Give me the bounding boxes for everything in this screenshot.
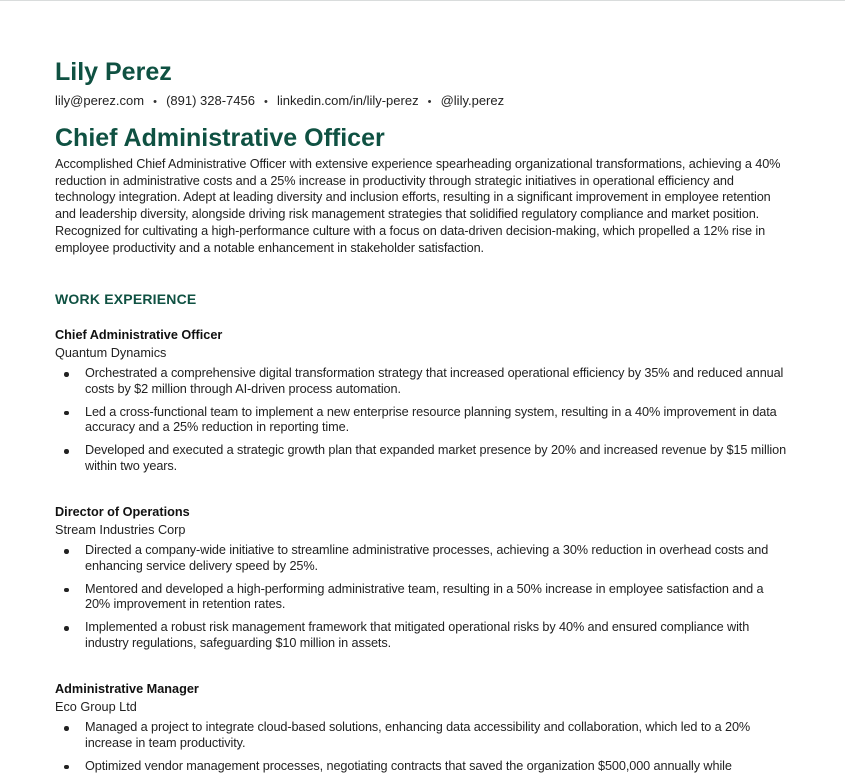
list-item	[55, 759, 790, 775]
separator-dot: •	[264, 96, 268, 108]
achievement-text: Directed a company-wide initiative to streamline administrative processes, achieving a 30% reduction in overhead costs and enhancing service delivery speed by 25%.	[85, 543, 769, 573]
list-item	[55, 620, 790, 651]
achievement-text: Mentored and developed a high-performing administrative team, resulting in a 50% increase in employee satisfaction and a 20% improvement in retention rates.	[85, 581, 764, 612]
separator-dot: •	[153, 96, 157, 108]
bullet-icon	[64, 411, 69, 416]
bullet-icon	[64, 765, 69, 770]
bullet-icon	[64, 449, 69, 454]
list-item	[55, 366, 790, 397]
contact-line	[55, 92, 790, 111]
top-divider	[0, 0, 845, 1]
company-name: Eco Group Ltd	[55, 700, 137, 715]
list-item	[55, 543, 790, 574]
list-item	[55, 720, 790, 751]
achievement-text: Orchestrated a comprehensive digital transformation strategy that increased operational efficiency by 35% and reduced annual costs by $2 million through AI-driven process automation.	[85, 366, 784, 396]
company-name: Quantum Dynamics	[55, 346, 167, 361]
achievement-text: Implemented a robust risk management framework that mitigated operational risks by 40% and ensured compliance with industry regulations, safeguarding $10 million in assets.	[85, 620, 750, 650]
separator-dot: •	[427, 96, 432, 108]
achievement-list	[55, 366, 790, 474]
social-handle[interactable]: @lily.perez	[440, 93, 505, 108]
job-entry	[55, 681, 790, 774]
bullet-icon	[64, 549, 69, 554]
job-title: Director of Operations	[55, 505, 190, 520]
achievement-list	[55, 720, 790, 774]
bullet-icon	[64, 372, 69, 377]
achievement-text: Led a cross-functional team to implement a new enterprise resource planning system, resulting in a 40% improvement in data accuracy and a 25% reduction in reporting time.	[85, 404, 777, 435]
job-entry	[55, 504, 790, 651]
bullet-icon	[64, 588, 69, 593]
job-title: Administrative Manager	[55, 682, 199, 697]
candidate-name: Lily Perez	[55, 58, 172, 86]
summary-paragraph: Accomplished Chief Administrative Officer with extensive experience spearheading organizational transformations, achieving a 40% reduction in administrative costs and a 25% increase in productivity through strategic initiatives in operational efficiency and technology integration. Adept at leading diversity and inclusion efforts, resulting in a significant improvement in employee retention and leadership diversity, alongside driving risk management strategies that solidified regulatory compliance and market position. Recognized for cultivating a high-performance culture with a focus on data-driven decision-making, which propelled a 12% rise in employee productivity and a notable enhancement in stakeholder satisfaction.	[55, 157, 781, 255]
list-item	[55, 582, 790, 613]
list-item	[55, 405, 790, 436]
work-experience-heading: WORK EXPERIENCE	[55, 291, 197, 308]
company-name: Stream Industries Corp	[55, 523, 186, 538]
list-item	[55, 443, 790, 474]
achievement-text: Developed and executed a strategic growth plan that expanded market presence by 20% and increased revenue by $15 million within two years.	[85, 443, 787, 473]
achievement-text: Managed a project to integrate cloud-based solutions, enhancing data accessibility and collaboration, which led to a 20% increase in team productivity.	[85, 720, 751, 750]
bullet-icon	[64, 626, 69, 631]
job-title: Chief Administrative Officer	[55, 328, 223, 343]
email-link[interactable]: lily@perez.com	[55, 93, 145, 108]
bullet-icon	[64, 726, 69, 731]
job-entry	[55, 327, 790, 474]
achievement-text: Optimized vendor management processes, negotiating contracts that saved the organization $500,000 annually while	[85, 758, 732, 773]
resume-page	[55, 56, 790, 782]
professional-headline: Chief Administrative Officer	[55, 124, 385, 152]
achievement-list	[55, 543, 790, 651]
phone-number[interactable]: (891) 328-7456	[166, 93, 255, 108]
linkedin-link[interactable]: linkedin.com/in/lily-perez	[276, 93, 419, 108]
